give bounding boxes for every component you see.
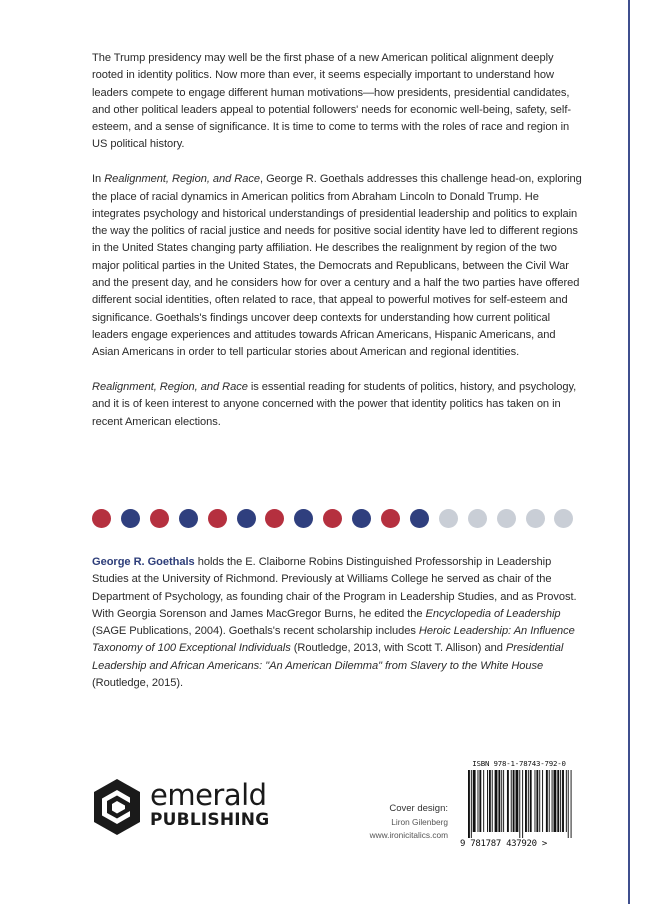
isbn-number: ISBN 978-1-78743-792-0 (472, 759, 566, 768)
barcode-bar (568, 770, 569, 838)
bio-book-3: Presidential Leadership and African Americans: "An American Dilemma" from Slavery to the White House (92, 642, 564, 672)
barcode-bar (471, 770, 472, 838)
bio-book-2: Heroic Leadership: An Influence Taxonomy of 100 Exceptional Individuals (92, 625, 575, 655)
author-bio-text (92, 554, 584, 692)
decorative-dot (150, 509, 169, 528)
back-cover-blurb (92, 50, 584, 448)
barcode-bar (525, 770, 527, 832)
barcode-bars (462, 770, 576, 838)
emerald-hexagon-icon (92, 778, 142, 836)
cover-designer-url: www.ironicitalics.com (369, 830, 448, 840)
decorative-dot (92, 509, 111, 528)
barcode-bar (519, 770, 520, 838)
barcode-bar (522, 770, 523, 838)
blurb-p2-text: , George R. Goethals addresses this challenge head-on, exploring the place of racial dynamics in American politics from Abraham Lincoln to Donald Trump. He integrates psychology and historical understandings of presidential leadership and politics to explain the way the politics of racial justice and needs for positive social identity have led to different regions in the United States changing party affiliation. He describes the realignment by region of the two major political parties in the United States, the Democrats and Republicans, between the Civil War and the present day, and he considers how for over a century and a half the two parties have offered different social identities, often related to race, that appeal to powerful motives for self-esteem and significance. Goethals's findings uncover deep contexts for understanding how current political leaders engage experiences and attitudes towards African Americans, Hispanic Americans, and Asian Americans in order to tell particular stories about American and regional identities. (92, 173, 582, 359)
cover-design-label: Cover design: (389, 803, 448, 814)
barcode-bar (557, 770, 559, 832)
barcode-bar (562, 770, 564, 832)
barcode-bar (528, 770, 529, 832)
publisher-name-line2: PUBLISHING (150, 810, 270, 830)
barcode-bar (549, 770, 550, 832)
barcode-bar (552, 770, 553, 832)
barcode-bar (479, 770, 481, 832)
barcode-bar (489, 770, 491, 832)
barcode-bar (571, 770, 572, 838)
isbn-barcode (460, 759, 578, 851)
decorative-dot (179, 509, 198, 528)
barcode-bar (516, 770, 519, 832)
bio-text-1: holds the E. Claiborne Robins Distinguished Professorship in Leadership Studies at the University of Richmond. Previously at Williams College he served as chair of the Department of Psychology, as founding chair of the Program in Leadership Studies, and as Provost. With Georgia Sorenson and James MacGregor Burns, he edited the (92, 556, 577, 620)
decorative-dot (208, 509, 227, 528)
decorative-dot (439, 509, 458, 528)
decorative-dot (237, 509, 256, 528)
author-name: George R. Goethals (92, 556, 195, 568)
blurb-paragraph-3 (92, 379, 584, 431)
decorative-dot (526, 509, 545, 528)
author-bio (92, 554, 584, 692)
decorative-dot (497, 509, 516, 528)
decorative-dot (410, 509, 429, 528)
decorative-dot (468, 509, 487, 528)
blurb-paragraph-1: The Trump presidency may well be the first phase of a new American political alignment deeply rooted in identity politics. Now more than ever, it seems especially important to understand how leaders compete to engage different human motivations—how presidents, presidential candidates, and other political leaders appeal to potential followers' needs for economic well-being, safety, self-esteem, and a sense of significance. It is time to come to terms with the roles of race and region in US political history. (92, 52, 571, 151)
barcode-bar (513, 770, 515, 832)
barcode-bar (483, 770, 484, 832)
barcode-bar (507, 770, 509, 832)
publisher-name-line1: emerald (150, 778, 267, 812)
barcode-bar (468, 770, 470, 838)
bio-book-1: Encyclopedia of Leadership (425, 607, 561, 620)
barcode-bar (498, 770, 500, 832)
barcode-bar (539, 770, 540, 832)
barcode-digits: 9 781787 437920 > (460, 839, 548, 849)
barcode-bar (503, 770, 504, 832)
barcode-bar (560, 770, 561, 832)
blurb-paragraph-2 (92, 171, 584, 361)
decorative-dot (554, 509, 573, 528)
decorative-dot (265, 509, 284, 528)
barcode-bar (535, 770, 536, 832)
barcode-bar (492, 770, 493, 832)
barcode-bar (546, 770, 548, 832)
barcode-bar (536, 770, 538, 832)
bio-text-3: (Routledge, 2013, with Scott T. Allison) and (290, 642, 506, 655)
cover-designer-name: Liron Gilenberg (391, 817, 448, 827)
decorative-dot-row (92, 509, 584, 529)
barcode-bar (478, 770, 479, 832)
barcode-bar (530, 770, 532, 832)
barcode-bar (542, 770, 543, 832)
barcode-bar (473, 770, 476, 832)
decorative-dot (323, 509, 342, 528)
decorative-dot (352, 509, 371, 528)
spine-edge-line (628, 0, 630, 904)
barcode-bar (495, 770, 498, 832)
barcode-bar (511, 770, 512, 832)
blurb-p2-lead: In (92, 173, 105, 186)
publisher-logo (92, 778, 272, 838)
barcode-bar (554, 770, 557, 832)
blurb-p2-book-title: Realignment, Region, and Race (104, 173, 260, 186)
barcode-bar (566, 770, 567, 832)
bio-text-4: (Routledge, 2015). (92, 677, 183, 690)
barcode-bar (487, 770, 488, 832)
blurb-p3-book-title: Realignment, Region, and Race (92, 381, 248, 394)
decorative-dot (381, 509, 400, 528)
decorative-dot (294, 509, 313, 528)
barcode-bar (501, 770, 502, 832)
blurb-p3-text: is essential reading for students of politics, history, and psychology, and it is of keen interest to anyone concerned with the power that identity politics has taken on in recent American elections. (92, 381, 577, 428)
decorative-dot (121, 509, 140, 528)
bio-text-2: (SAGE Publications, 2004). Goethals's recent scholarship includes (92, 625, 419, 638)
cover-design-credits (360, 802, 448, 842)
